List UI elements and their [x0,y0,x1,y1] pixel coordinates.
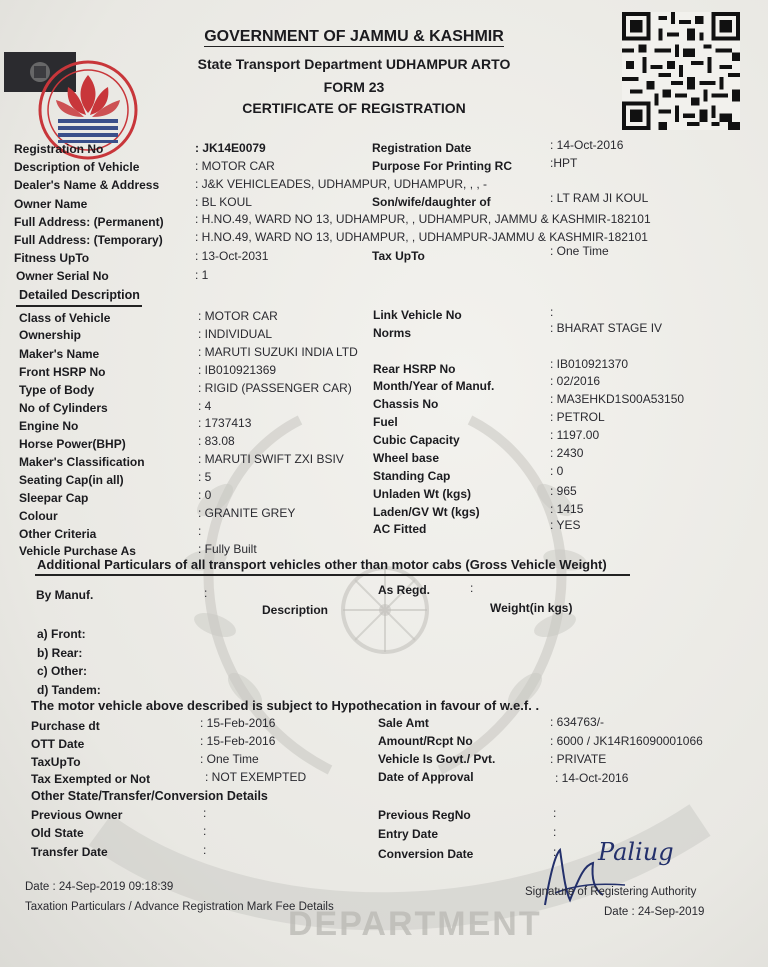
value-date-approval: : 14-Oct-2016 [555,771,629,785]
label-detail-left: Engine No [19,419,79,433]
label-detail-left: Ownership [19,328,82,342]
header-government: GOVERNMENT OF JAMMU & KASHMIR [204,28,504,45]
label-detail-left: No of Cylinders [19,401,108,415]
label-vehicle-description: Description of Vehicle [14,160,140,174]
label-detail-right: Standing Cap [373,469,451,483]
value-address-permanent: : H.NO.49, WARD NO 13, UDHAMPUR, , UDHAMPUR, JAMMU & KASHMIR-182101 [195,212,651,226]
label-previous-regno: Previous RegNo [378,808,471,822]
value-entry-date: : [553,825,557,839]
value-detail-right: : 965 [550,484,577,498]
label-dealer: Dealer's Name & Address [14,178,160,192]
label-owner-name: Owner Name [14,197,88,211]
value-detail-left: : MOTOR CAR [198,309,278,323]
label-address-permanent: Full Address: (Permanent) [14,215,164,229]
header-department: State Transport Department UDHAMPUR ARTO [197,56,511,72]
label-detail-left: Front HSRP No [19,365,106,379]
value-detail-left: : 83.08 [198,434,235,448]
label-detail-right: Laden/GV Wt (kgs) [373,505,480,519]
label-rear-axle: b) Rear: [37,646,83,660]
label-address-temporary: Full Address: (Temporary) [14,233,163,247]
label-tax-upto: Tax UpTo [372,249,425,263]
label-tax-exempted: Tax Exempted or Not [31,772,151,786]
label-by-manuf: By Manuf. [36,588,94,602]
value-vehicle-description: : MOTOR CAR [195,159,275,173]
value-detail-right: : [550,305,554,319]
label-old-state: Old State [31,826,84,840]
detailed-description-title: Detailed Description [19,288,140,302]
label-govt-private: Vehicle Is Govt./ Pvt. [378,752,496,766]
label-purchase-date: Purchase dt [31,719,100,733]
label-registration-date: Registration Date [372,141,472,155]
value-detail-right: : MA3EHKD1S00A53150 [550,392,685,406]
label-date-approval: Date of Approval [378,770,474,784]
label-detail-right: Cubic Capacity [373,433,460,447]
value-detail-right: : IB010921370 [550,357,629,371]
label-conversion-date: Conversion Date [378,847,474,861]
label-detail-right: Rear HSRP No [373,362,456,376]
label-relation: Son/wife/daughter of [372,195,491,209]
footer-auth-date: Date : 24-Sep-2019 [604,906,705,918]
value-detail-left: : 4 [198,399,212,413]
value-old-state: : [203,824,207,838]
label-owner-serial: Owner Serial No [16,269,109,283]
label-other-axle: c) Other: [37,664,88,678]
value-detail-left: : MARUTI SWIFT ZXI BSIV [198,452,344,466]
label-detail-left: Maker's Classification [19,455,145,469]
label-front-axle: a) Front: [37,627,86,641]
value-purchase-date: : 15-Feb-2016 [200,716,276,730]
label-detail-right: Unladen Wt (kgs) [373,487,471,501]
label-detail-right: Wheel base [373,451,440,465]
label-detail-left: Type of Body [19,383,95,397]
label-ott-date: OTT Date [31,737,85,751]
value-registration-no: : JK14E0079 [195,141,266,155]
value-purpose: :HPT [550,156,578,170]
label-detail-left: Colour [19,509,58,523]
value-detail-left: : 1737413 [198,416,252,430]
value-by-manuf: : [204,586,208,600]
value-detail-left: : GRANITE GREY [198,506,296,520]
label-detail-left: Vehicle Purchase As [19,544,136,558]
label-detail-right: Fuel [373,415,398,429]
value-sale-amount: : 634763/- [550,715,605,729]
label-fitness-upto: Fitness UpTo [14,251,90,265]
value-detail-left: : 5 [198,470,212,484]
label-detail-right: AC Fitted [373,522,427,536]
additional-particulars-rule [35,574,630,576]
label-entry-date: Entry Date [378,827,439,841]
watermark-department: DEPARTMENT [288,905,542,943]
transfer-details-title: Other State/Transfer/Conversion Details [31,789,268,803]
value-govt-private: : PRIVATE [550,752,607,766]
value-detail-right: : 1197.00 [550,428,600,442]
label-tandem-axle: d) Tandem: [37,683,101,697]
label-detail-left: Class of Vehicle [19,311,111,325]
value-fitness-upto: : 13-Oct-2031 [195,249,269,263]
footer-date: Date : 24-Sep-2019 09:18:39 [25,881,174,893]
value-amount-receipt: : 6000 / JK14R16090001066 [550,734,703,748]
label-detail-right: Month/Year of Manuf. [373,379,495,393]
footer-taxation: Taxation Particulars / Advance Registration Mark Fee Details [25,901,334,913]
value-detail-left: : [198,524,202,538]
label-sale-amount: Sale Amt [378,716,429,730]
header-form: FORM 23 [323,79,385,95]
header-weight: Weight(in kgs) [490,601,573,615]
signature-handwriting: Paliug [598,838,674,866]
value-detail-left: : RIGID (PASSENGER CAR) [198,381,352,395]
value-detail-right: : 2430 [550,446,584,460]
value-detail-left: : MARUTI SUZUKI INDIA LTD [198,345,358,359]
label-purpose: Purpose For Printing RC [372,159,513,173]
value-detail-left: : IB010921369 [198,363,277,377]
value-detail-right: : 02/2016 [550,374,601,388]
value-previous-owner: : [203,806,207,820]
label-as-regd: As Regd. [378,583,431,597]
value-owner-serial: : 1 [195,268,209,282]
label-tax-upto-2: TaxUpTo [31,755,81,769]
additional-particulars-title: Additional Particulars of all transport vehicles other than motor cabs (Gross Vehicle Weight) [37,557,607,572]
value-dealer: : J&K VEHICLEADES, UDHAMPUR, UDHAMPUR, , , - [195,177,488,191]
value-owner-name: : BL KOUL [195,195,252,209]
value-detail-right: : YES [550,518,581,532]
value-relation: : LT RAM JI KOUL [550,191,649,205]
value-detail-right: : 1415 [550,502,584,516]
value-tax-upto-2: : One Time [200,752,259,766]
label-amount-receipt: Amount/Rcpt No [378,734,473,748]
value-conversion-date: : [553,845,557,859]
label-detail-right: Norms [373,326,412,340]
value-tax-exempted: : NOT EXEMPTED [205,770,307,784]
value-address-temporary: : H.NO.49, WARD NO 13, UDHAMPUR, , UDHAMPUR-JAMMU & KASHMIR-182101 [195,230,648,244]
label-detail-left: Maker's Name [19,347,100,361]
value-detail-right: : PETROL [550,410,605,424]
value-detail-right: : 0 [550,464,564,478]
label-detail-right: Chassis No [373,397,439,411]
value-detail-left: : INDIVIDUAL [198,327,273,341]
header-certificate: CERTIFICATE OF REGISTRATION [242,100,466,116]
label-detail-left: Other Criteria [19,527,97,541]
hypothecation-title: The motor vehicle above described is subject to Hypothecation in favour of w.e.f. . [31,698,540,713]
detailed-description-rule [16,305,142,307]
value-transfer-date: : [203,843,207,857]
value-detail-left: : Fully Built [198,542,257,556]
header-description: Description [262,603,329,617]
label-detail-left: Seating Cap(in all) [19,473,124,487]
label-registration-no: Registration No [14,142,104,156]
value-detail-left: : 0 [198,488,212,502]
value-previous-regno: : [553,806,557,820]
footer-authority: Signature of Registering Authority [525,886,697,898]
label-previous-owner: Previous Owner [31,808,123,822]
value-ott-date: : 15-Feb-2016 [200,734,276,748]
value-as-regd: : [470,581,474,595]
value-registration-date: : 14-Oct-2016 [550,138,624,152]
label-transfer-date: Transfer Date [31,845,108,859]
label-detail-left: Horse Power(BHP) [19,437,126,451]
label-detail-right: Link Vehicle No [373,308,462,322]
value-detail-right: : BHARAT STAGE IV [550,321,663,335]
label-detail-left: Sleepar Cap [19,491,89,505]
value-tax-upto: : One Time [550,244,609,258]
